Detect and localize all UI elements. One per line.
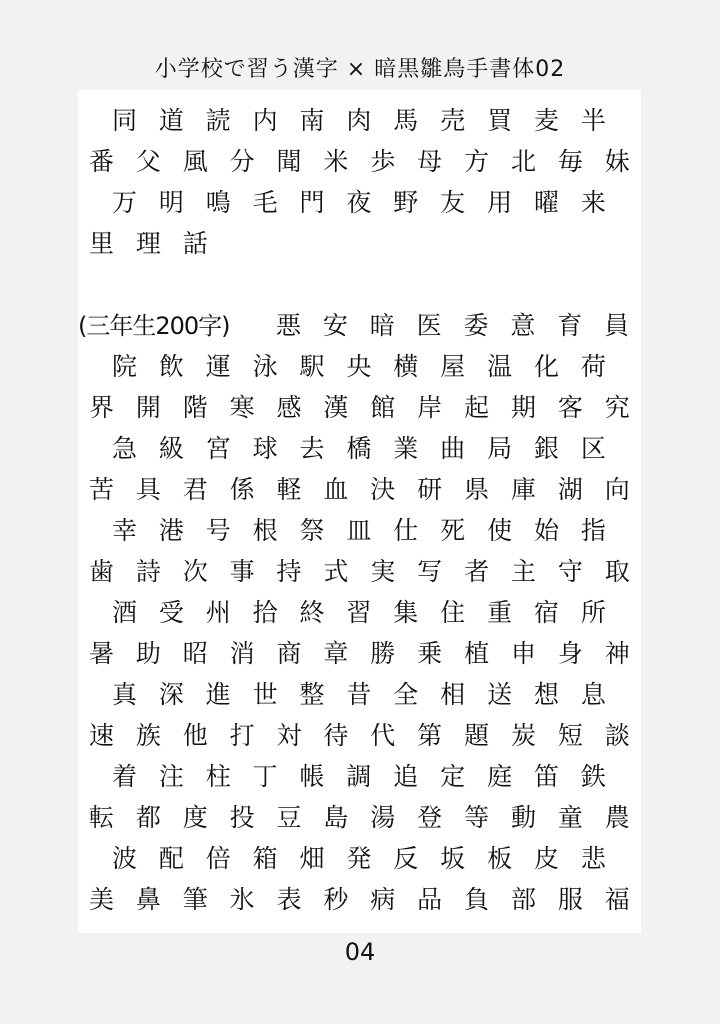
kanji-char: 持 [276,557,302,586]
kanji-row [78,428,641,469]
kanji-char: 整 [299,680,325,709]
kanji-char: 住 [440,598,466,627]
kanji-char: 箱 [252,844,278,873]
kanji-char: 写 [417,557,443,586]
kanji-char: 始 [533,516,559,545]
kanji-char: 運 [205,352,231,381]
kanji-char: 転 [88,803,114,832]
kanji-char: 仕 [393,516,419,545]
kanji-char: 真 [111,680,137,709]
kanji-char: 酒 [111,598,137,627]
page-number: 04 [344,938,376,966]
kanji-char: 館 [370,393,396,422]
kanji-char: 番 [88,147,114,176]
kanji-char: 第 [417,721,443,750]
kanji-char: 来 [580,188,606,217]
kanji-char: 昭 [182,639,208,668]
kanji-char: 帳 [299,762,325,791]
kanji-char: 員 [604,311,630,340]
kanji-char: 屋 [440,352,466,381]
kanji-char: 福 [604,885,630,914]
kanji-char: 起 [464,393,490,422]
kanji-char: 次 [182,557,208,586]
kanji-char: 都 [135,803,161,832]
kanji-char: 待 [323,721,349,750]
kanji-char: 方 [464,147,490,176]
kanji-row [78,100,641,141]
kanji-char: 鳴 [205,188,231,217]
kanji-char: 温 [487,352,513,381]
kanji-char: 等 [464,803,490,832]
kanji-char: 病 [370,885,396,914]
kanji-char: 読 [205,106,231,135]
kanji-char: 岸 [417,393,443,422]
kanji-char: 追 [393,762,419,791]
kanji-char: 丁 [252,762,278,791]
kanji-row [78,879,641,920]
kanji-char: 乗 [417,639,443,668]
kanji-char: 柱 [205,762,231,791]
kanji-row [78,141,641,182]
kanji-char: 美 [88,885,114,914]
kanji-char: 客 [557,393,583,422]
kanji-char: 曜 [533,188,559,217]
kanji-char: 植 [464,639,490,668]
kanji-char: 笛 [533,762,559,791]
kanji-char: 品 [417,885,443,914]
kanji-char: 度 [182,803,208,832]
kanji-char: 風 [182,147,208,176]
kanji-row [78,838,641,879]
kanji-char: 横 [393,352,419,381]
kanji-char: 動 [510,803,536,832]
blank-line [78,264,641,305]
kanji-char: 深 [158,680,184,709]
kanji-char: 部 [510,885,536,914]
kanji-char: 根 [252,516,278,545]
kanji-char: 庭 [487,762,513,791]
kanji-char: 央 [346,352,372,381]
kanji-char: 荷 [580,352,606,381]
kanji-char: 服 [557,885,583,914]
kanji-char: 毛 [252,188,278,217]
kanji-char: 畑 [299,844,325,873]
kanji-char: 波 [111,844,137,873]
kanji-char: 死 [440,516,466,545]
kanji-char: 歩 [370,147,396,176]
kanji-char: 期 [510,393,536,422]
kanji-char: 拾 [252,598,278,627]
kanji-char: 万 [111,188,137,217]
kanji-char: 発 [346,844,372,873]
kanji-char: 局 [487,434,513,463]
kanji-char: 進 [205,680,231,709]
kanji-char: 他 [182,721,208,750]
kanji-char: 送 [487,680,513,709]
kanji-char: 係 [229,475,255,504]
kanji-char: 守 [557,557,583,586]
kanji-char: 世 [252,680,278,709]
kanji-char: 実 [370,557,396,586]
kanji-char: 銀 [533,434,559,463]
kanji-char: 分 [229,147,255,176]
kanji-char: 湖 [557,475,583,504]
kanji-char: 悪 [275,311,301,340]
kanji-char: 同 [111,106,137,135]
kanji-char: 理 [135,229,161,258]
kanji-char: 友 [440,188,466,217]
kanji-char: 毎 [557,147,583,176]
kanji-row [78,551,641,592]
kanji-char: 配 [158,844,184,873]
kanji-char: 幸 [111,516,137,545]
kanji-char: 暑 [88,639,114,668]
kanji-char: 皮 [533,844,559,873]
kanji-char: 商 [276,639,302,668]
kanji-char: 登 [417,803,443,832]
kanji-char: 農 [604,803,630,832]
kanji-char: 院 [111,352,137,381]
kanji-row [78,715,641,756]
kanji-row [78,510,641,551]
kanji-char: 詩 [135,557,161,586]
kanji-char: 想 [533,680,559,709]
kanji-char: 対 [276,721,302,750]
kanji-char: 祭 [299,516,325,545]
kanji-char: 急 [111,434,137,463]
kanji-char: 号 [205,516,231,545]
kanji-char: 炭 [510,721,536,750]
kanji-char: 北 [510,147,536,176]
kanji-char: 章 [323,639,349,668]
kanji-char: 開 [135,393,161,422]
kanji-char: 麦 [533,106,559,135]
grade-heading: (三年生200字) [78,312,230,340]
kanji-char: 鉄 [580,762,606,791]
kanji-char: 飲 [158,352,184,381]
kanji-char: 悲 [580,844,606,873]
kanji-char: 血 [323,475,349,504]
kanji-char: 駅 [299,352,325,381]
kanji-char: 全 [393,680,419,709]
kanji-char: 泳 [252,352,278,381]
kanji-char: 委 [463,311,489,340]
kanji-char: 定 [440,762,466,791]
kanji-char: 明 [158,188,184,217]
kanji-row [78,674,641,715]
kanji-char: 君 [182,475,208,504]
kanji-char: 速 [88,721,114,750]
kanji-char: 軽 [276,475,302,504]
kanji-char: 歯 [88,557,114,586]
kanji-char: 談 [604,721,630,750]
kanji-char: 打 [229,721,255,750]
kanji-char: 主 [510,557,536,586]
kanji-char: 表 [276,885,302,914]
kanji-char: 究 [604,393,630,422]
kanji-char: 級 [158,434,184,463]
kanji-char: 橋 [346,434,372,463]
kanji-row [78,797,641,838]
kanji-char: 苦 [88,475,114,504]
kanji-char: 向 [604,475,630,504]
kanji-char: 母 [417,147,443,176]
kanji-char: 昔 [346,680,372,709]
kanji-char: 夜 [346,188,372,217]
kanji-char: 坂 [440,844,466,873]
kanji-char: 助 [135,639,161,668]
kanji-char: 寒 [229,393,255,422]
kanji-char: 漢 [323,393,349,422]
kanji-char: 医 [416,311,442,340]
kanji-char: 身 [557,639,583,668]
kanji-char: 板 [487,844,513,873]
kanji-char: 豆 [276,803,302,832]
kanji-row [78,756,641,797]
kanji-char: 階 [182,393,208,422]
kanji-char: 父 [135,147,161,176]
kanji-char: 使 [487,516,513,545]
kanji-char: 神 [604,639,630,668]
kanji-char: 受 [158,598,184,627]
kanji-char: 筆 [182,885,208,914]
kanji-sheet [78,90,641,933]
kanji-char: 曲 [440,434,466,463]
kanji-char: 取 [604,557,630,586]
kanji-row [78,223,641,264]
kanji-char: 所 [580,598,606,627]
kanji-char: 消 [229,639,255,668]
kanji-char: 島 [323,803,349,832]
kanji-char: 息 [580,680,606,709]
kanji-row [78,346,641,387]
kanji-char: 宿 [533,598,559,627]
kanji-char: 感 [276,393,302,422]
kanji-char: 事 [229,557,255,586]
kanji-char: 内 [252,106,278,135]
kanji-char: 短 [557,721,583,750]
kanji-char: 肉 [346,106,372,135]
kanji-char: 題 [464,721,490,750]
kanji-char: 買 [487,106,513,135]
kanji-char: 勝 [370,639,396,668]
kanji-char: 業 [393,434,419,463]
kanji-char: 研 [417,475,443,504]
kanji-char: 化 [533,352,559,381]
kanji-char: 用 [487,188,513,217]
kanji-char: 終 [299,598,325,627]
kanji-char: 童 [557,803,583,832]
kanji-char: 習 [346,598,372,627]
kanji-row [78,305,641,346]
kanji-char: 決 [370,475,396,504]
kanji-char: 聞 [276,147,302,176]
page-title: 小学校で習う漢字 × 暗黒雛鳥手書体02 [154,57,566,82]
kanji-char: 代 [370,721,396,750]
kanji-char: 米 [323,147,349,176]
kanji-char: 球 [252,434,278,463]
kanji-char: 指 [580,516,606,545]
kanji-char: 集 [393,598,419,627]
kanji-char: 庫 [510,475,536,504]
kanji-char: 具 [135,475,161,504]
kanji-char: 育 [557,311,583,340]
kanji-char: 投 [229,803,255,832]
kanji-char: 馬 [393,106,419,135]
kanji-char: 門 [299,188,325,217]
kanji-char: 港 [158,516,184,545]
kanji-row [78,633,641,674]
kanji-char: 界 [88,393,114,422]
kanji-char: 式 [323,557,349,586]
kanji-char: 暗 [369,311,395,340]
kanji-char: 者 [464,557,490,586]
kanji-char: 話 [182,229,208,258]
kanji-char: 着 [111,762,137,791]
kanji-row [78,387,641,428]
kanji-char: 妹 [604,147,630,176]
kanji-char: 売 [440,106,466,135]
kanji-char: 注 [158,762,184,791]
kanji-char: 州 [205,598,231,627]
kanji-char: 氷 [229,885,255,914]
kanji-char: 鼻 [135,885,161,914]
kanji-char: 安 [322,311,348,340]
kanji-char: 倍 [205,844,231,873]
kanji-char: 皿 [346,516,372,545]
kanji-char: 秒 [323,885,349,914]
kanji-char: 去 [299,434,325,463]
kanji-char: 族 [135,721,161,750]
kanji-char: 重 [487,598,513,627]
kanji-char: 反 [393,844,419,873]
kanji-char: 宮 [205,434,231,463]
kanji-char: 半 [580,106,606,135]
kanji-char: 区 [580,434,606,463]
kanji-char: 申 [510,639,536,668]
kanji-row [78,592,641,633]
kanji-char: 道 [158,106,184,135]
kanji-row [78,182,641,223]
kanji-char: 野 [393,188,419,217]
kanji-char: 調 [346,762,372,791]
kanji-char: 南 [299,106,325,135]
kanji-row [78,469,641,510]
kanji-char: 負 [464,885,490,914]
kanji-char: 県 [464,475,490,504]
kanji-char: 湯 [370,803,396,832]
kanji-char: 相 [440,680,466,709]
kanji-char: 意 [510,311,536,340]
kanji-char: 里 [88,229,114,258]
